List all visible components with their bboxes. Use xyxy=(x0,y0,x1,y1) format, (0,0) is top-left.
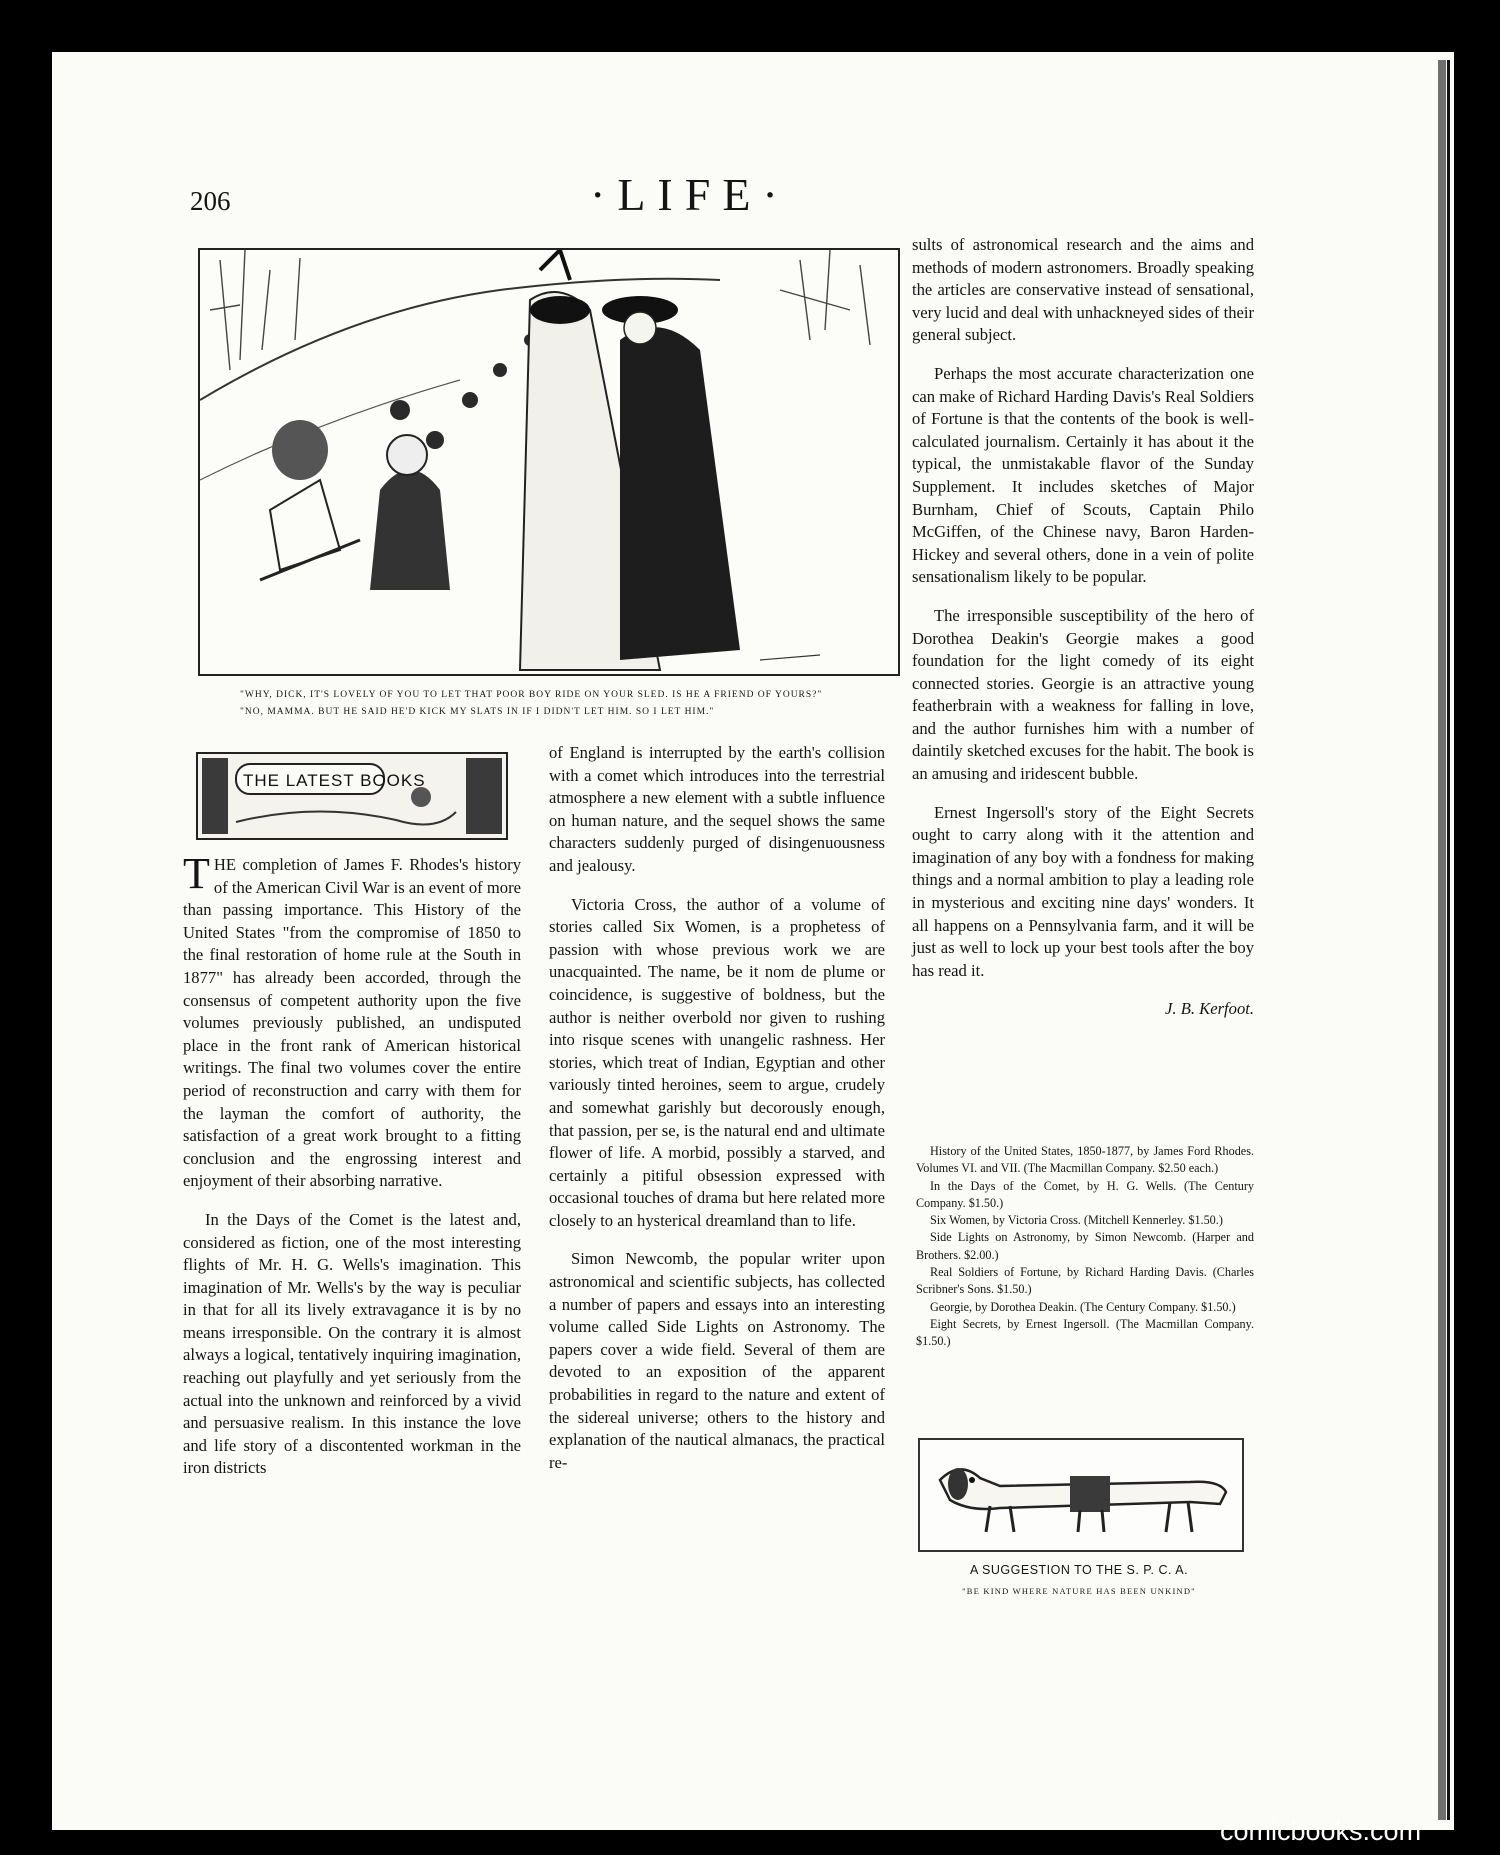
author-signature: J. B. Kerfoot. xyxy=(1165,999,1254,1019)
article-paragraph: of England is interrupted by the earth's collision with a comet which introduces into the terrestrial atmosphere a new element with a subtle influence on human nature, and the sequel shows the same characters suddenly purged of disingenuousness and jealousy. xyxy=(549,743,885,875)
bibliography-entry: Eight Secrets, by Ernest Ingersoll. (The Macmillan Company. $1.50.) xyxy=(916,1316,1254,1349)
article-paragraph: In the Days of the Comet is the latest and, considered as fiction, one of the most interesting flights of Mr. H. G. Wells's imagination. This imagination of Mr. Wells's by the way is peculiar in that for all its lively extravagance it is by no means irresponsible. On the contrary it is almost always a logical, tentatively inquiring imagination, reaching out playfully and yet seriously from the actual into the unknown and reinforced by a vivid and persuasive realism. In this instance the love and life story of a discontented workman in the iron districts xyxy=(183,1209,521,1478)
article-column-3 xyxy=(912,234,1254,1037)
dog-cartoon-motto: "BE KIND WHERE NATURE HAS BEEN UNKIND" xyxy=(962,1586,1196,1596)
page-edge xyxy=(1438,60,1446,1820)
watermark: comicbooks.com xyxy=(1220,1816,1422,1846)
article-column-2 xyxy=(549,742,885,1490)
latest-books-banner-art xyxy=(196,752,508,840)
dachshund-cartoon-illustration xyxy=(918,1438,1244,1552)
bibliography-entry: Side Lights on Astronomy, by Simon Newcomb. (Harper and Brothers. $2.00.) xyxy=(916,1230,1254,1262)
page-edge-shadow xyxy=(1447,60,1450,1820)
sledding-cartoon-illustration xyxy=(198,248,900,676)
article-paragraph: Simon Newcomb, the popular writer upon astronomical and scientific subjects, has collected a number of papers and essays into an interesting volume called Side Lights on Astronomy. The papers cover a wide field. Several of them are devoted to an exposition of the apparent probabilities in regard to the nature and extent of the sidereal universe; others to the history and explanation of the nautical almanacs, the practical re- xyxy=(549,1249,885,1472)
bibliography-list xyxy=(916,1143,1254,1351)
bibliography-entry: Georgie, by Dorothea Deakin. (The Century Company. $1.50.) xyxy=(930,1299,1236,1314)
article-paragraph: sults of astronomical research and the aims and methods of modern astronomers. Broadly speaking the articles are conservative instead of sensational, very lucid and deal with unhackneyed sides of their general subject. xyxy=(912,235,1254,345)
article-paragraph: THE completion of James F. Rhodes's history of the American Civil War is an event of more than passing importance. This History of the United States "from the compromise of 1850 to the final restoration of home rule at the South in 1877" has already been accorded, through the consensus of competent authority upon the five volumes previously published, an undisputed place in the front rank of American historical writings. The final two volumes cover the entire period of reconstruction and carry with them for the layman the comfort of authority, the satisfaction of a great work brought to a fitting conclusion and the engrossing interest and enjoyment of their absorbing narrative. xyxy=(183,849,521,1191)
bibliography-entry: History of the United States, 1850-1877, by James Ford Rhodes. Volumes VI. and VII. (The Macmillan Company. $2.50 each.) xyxy=(916,1144,1254,1176)
bibliography-entry: Six Women, by Victoria Cross. (Mitchell Kennerley. $1.50.) xyxy=(930,1213,1223,1228)
caption-line: "NO, MAMMA. BUT HE SAID HE'D KICK MY SLATS IN IF I DIDN'T LET HIM. SO I LET HIM." xyxy=(240,707,715,717)
article-paragraph: Perhaps the most accurate characterization one can make of Richard Harding Davis's Real Soldiers of Fortune is that the contents of the book is well-calculated journalism. Certainly it has about it the typical, the unmistakable flavor of the Sunday Supplement. It includes sketches of Major Burnham, Chief of Scouts, Captain Philo McGiffen, of the Chinese navy, Baron Harden-Hickey and several others, done in a vein of polite sensationalism likely to be popular. xyxy=(912,363,1254,587)
caption-line: "WHY, DICK, IT'S LOVELY OF YOU TO LET THAT POOR BOY RIDE ON YOUR SLED. IS HE A FRIEND OF YOURS?" xyxy=(240,690,823,700)
dog-cartoon-title: A SUGGESTION TO THE S. P. C. A. xyxy=(969,1563,1189,1577)
bibliography-entry: In the Days of the Comet, by H. G. Wells. (The Century Company. $1.50.) xyxy=(916,1178,1254,1210)
bibliography-entry: Real Soldiers of Fortune, by Richard Harding Davis. (Charles Scribner's Sons. $1.50.) xyxy=(916,1265,1254,1297)
drop-cap: T xyxy=(183,849,210,898)
article-paragraph: Victoria Cross, the author of a volume of stories called Six Women, is a prophetess of passion with whose previous work we are unacquainted. The name, be it nom de plume or coincidence, is suggestive of boldness, but the author is neither overbold nor given to rushing into risque scenes with unangelic rashness. Her stories, which treat of Indian, Egyptian and other variously tinted heroines, seem to argue, crudely and somewhat garishly but decorously enough, that passion, per se, is the natural end and ultimate flower of life. A morbid, possibly a starved, and certainly a pitiful obsession expressed with occasional touches of drama but here related more closely to an hysterical dreamland than to life. xyxy=(549,894,885,1230)
masthead-title: ·LIFE· xyxy=(590,169,790,220)
article-paragraph: The irresponsible susceptibility of the hero of Dorothea Deakin's Georgie makes a good foundation for the light comedy of its eight connected stories. Georgie is an attractive young featherbrain with a weakness for falling in love, and the author furnishes him with a number of daintily sketched excuses for the habit. The book is an amusing and iridescent bubble. xyxy=(912,605,1254,784)
article-column-1 xyxy=(183,849,521,1496)
page-number: 206 xyxy=(190,186,231,216)
article-paragraph: Ernest Ingersoll's story of the Eight Secrets ought to carry along with it the attention and imagination of any boy with a fondness for making things and a normal ambition to play a leading role in mysterious and exciting nine days' wonders. It all happens on a Pennsylvania farm, and it will be just as well to lock up your best tools after the boy has read it. xyxy=(912,802,1254,980)
section-banner-title: THE LATEST BOOKS xyxy=(243,771,426,790)
cartoon-caption xyxy=(210,687,900,721)
